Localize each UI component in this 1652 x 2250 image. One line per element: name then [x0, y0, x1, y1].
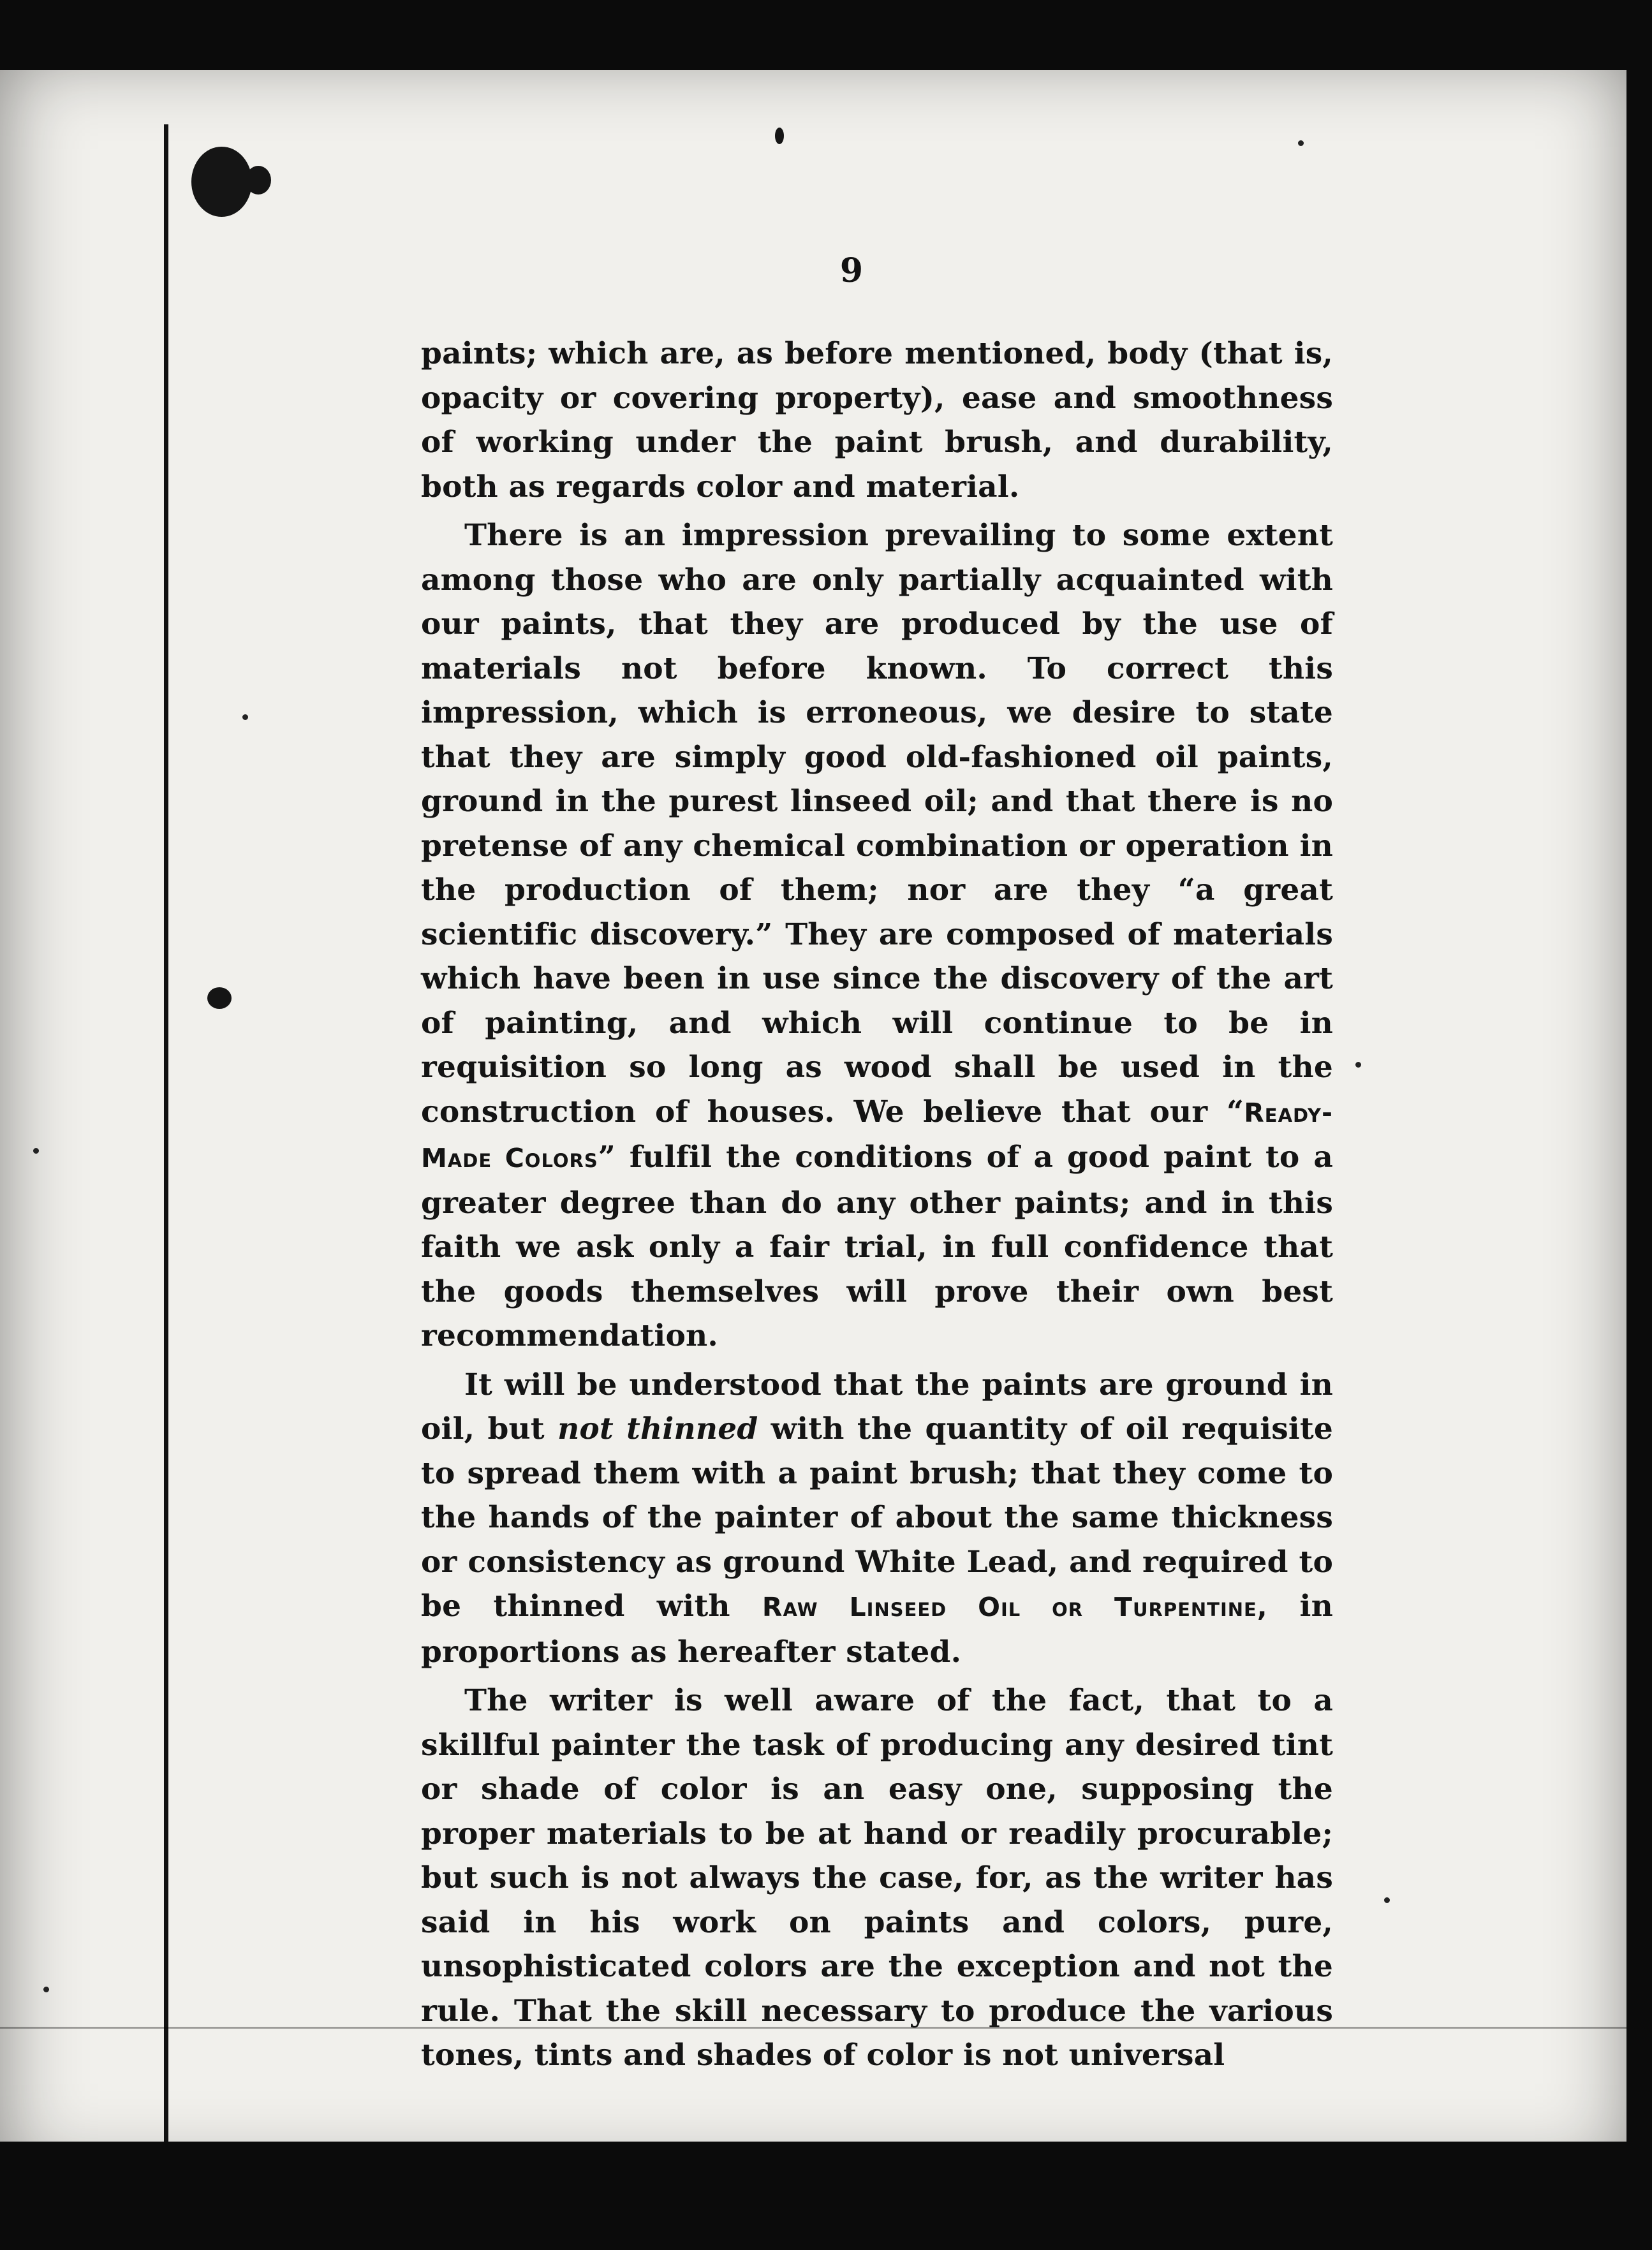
paragraph-text: in proportions as hereafter stated. [421, 1589, 1333, 1670]
paragraph-text: There is an impression prevailing to some extent among those who are only partially acquainted with our paints, that they are produced by the use of materials not before known. To correct this impression, which is erroneous, we desire to state that they are simply good old-fashioned oil paints, ground in the purest linseed oil; and that there is no pretense of any chemical combination or operation in the production of them; nor are they “a great scientific discovery.” They are composed of materials which have been in use since the discovery of the art of painting, and which will continue to be in requisition so long as wood shall be used in the construction of houses. We believe that our “ [421, 518, 1333, 1129]
speck [33, 1148, 39, 1154]
italic-emphasis: not thinned [557, 1411, 758, 1446]
paragraph-text: with the quantity of oil requisite to spread them with a paint brush; that they come to the hands of the painter of about the same thickness or consistency as ground White Lead, and required to be thinned with [421, 1411, 1333, 1624]
ink-blot-top-left [191, 147, 252, 217]
speck [43, 1987, 49, 1992]
speck [1298, 140, 1304, 146]
speck [1355, 1062, 1361, 1068]
speck [242, 714, 248, 720]
material-emphasis: Raw Linseed Oil or Turpentine, [762, 1592, 1268, 1622]
brand-emphasis: Ready-Made Colors [421, 1097, 1333, 1173]
scan-border-top [0, 0, 1652, 70]
speck [1384, 1897, 1390, 1903]
paragraph: The writer is well aware of the fact, that to a skillful painter the task of producing any desired tint or shade of color is an easy one, supposing the proper materials to be at hand or readily procurable; but such is not always the case, for, as the writer has said in his work on paints and colors, pure, unsophisticated colors are the exception and not the rule. That the skill necessary to produce the various tones, tints and shades of color is not universal [421, 1683, 1333, 2073]
scanned-page [0, 51, 1633, 2181]
ink-blot-margin [207, 987, 232, 1009]
scan-border-bottom [0, 2142, 1652, 2250]
ink-mark-top [775, 128, 784, 144]
body-text [421, 332, 1333, 2082]
ink-blot-top-left-small [246, 166, 271, 195]
paragraph-text: ” fulfil the conditions of a good paint to a greater degree than do any other paints; and in this faith we ask only a fair trial, in full confidence that the goods themselves will prove their own best recommendation. [421, 1140, 1333, 1353]
page-number: 9 [839, 251, 864, 290]
paragraph [421, 1363, 1333, 1675]
paragraph: paints; which are, as before mentioned, body (that is, opacity or covering property), ease and smoothness of working under the paint brush, and durability, both as regards color and material. [421, 336, 1333, 504]
scan-border-right [1626, 0, 1652, 2250]
paragraph [421, 513, 1333, 1358]
paragraph-text: It will be understood that the paints are ground in oil, but [421, 1367, 1333, 1446]
page-fold-line [164, 124, 168, 2181]
